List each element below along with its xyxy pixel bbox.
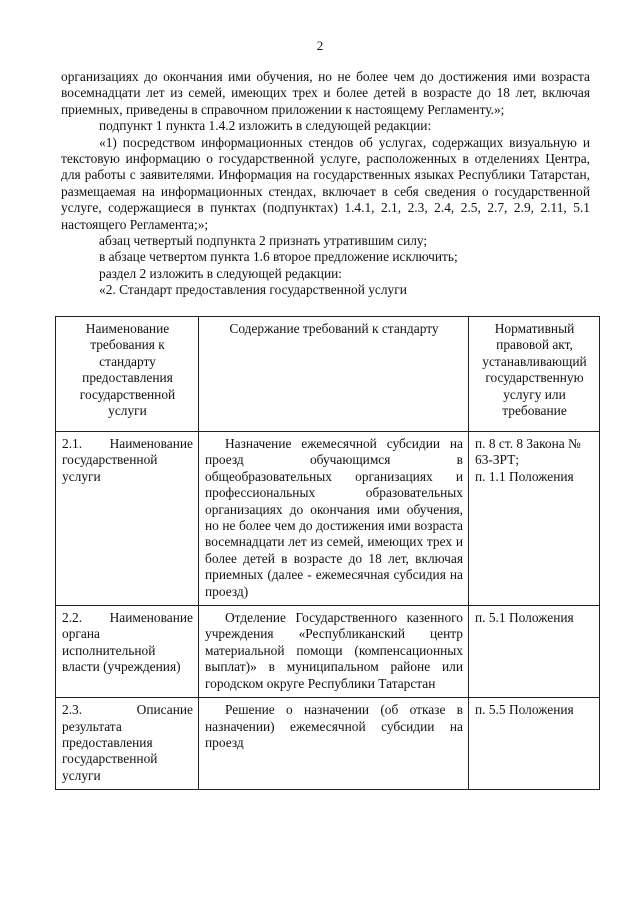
row-legal-basis: п. 5.1 Положения xyxy=(469,606,600,698)
paragraph-quoted-subpoint: «1) посредством информационных стендов об услугах, содержащих визуальную и текстовую информацию о государственной услуге, расположенных в отделениях Центра, для работы с заявителями. Информация на государственных языках Республики Татарстан, размещаемая на информационных стендах, включает в себя сведения о государственной услуге, содержащиеся в пунктах (подпунктах) 1.4.1, 2.1, 2.3, 2.4, 2.5, 2.7, 2.9, 2.11, 5.1 настоящего Регламента;»; xyxy=(61,134,590,232)
body-text xyxy=(61,69,590,299)
row-legal-basis: п. 5.5 Положения xyxy=(469,698,600,790)
paragraph-section-instruction: раздел 2 изложить в следующей редакции: xyxy=(99,265,343,281)
header-legal-act: Нормативный правовой акт, устанавливающий государственную услугу или требование xyxy=(469,317,600,432)
paragraph-repeal-instruction: абзац четвертый подпункта 2 признать утратившим силу; xyxy=(99,233,428,249)
section-heading: «2. Стандарт предоставления государственной услуги xyxy=(99,282,407,298)
row-name: 2.1. Наименование государственной услуги xyxy=(56,432,199,606)
header-requirement-name: Наименование требования к стандарту предоставления государственной услуги xyxy=(56,317,199,432)
row-name: 2.3. Описание результата предоставления государственной услуги xyxy=(56,698,199,790)
row-legal-basis: п. 8 ст. 8 Закона № 63-ЗРТ; п. 1.1 Положения xyxy=(469,432,600,606)
table-row xyxy=(56,698,600,790)
table-row xyxy=(56,432,600,606)
standard-table xyxy=(55,316,600,790)
paragraph-subpoint-instruction: подпункт 1 пункта 1.4.2 изложить в следующей редакции: xyxy=(99,118,432,134)
paragraph-exclude-instruction: в абзаце четвертом пункта 1.6 второе предложение исключить; xyxy=(99,249,458,265)
table-row xyxy=(56,606,600,698)
row-content: Назначение ежемесячной субсидии на проезд обучающимся в общеобразовательных организациях и профессиональных образовательных организациях до окончания ими обучения, но не более чем до достижения ими возраста восемнадцати лет из семей, имеющих трех и более детей в возрасте до 18 лет, включая приемных (далее - ежемесячная субсидия на проезд) xyxy=(199,432,469,606)
row-content: Решение о назначении (об отказе в назначении) ежемесячной субсидии на проезд xyxy=(199,698,469,790)
header-requirement-content: Содержание требований к стандарту xyxy=(199,317,469,432)
row-content: Отделение Государственного казенного учреждения «Республиканский центр материальной помощи (компенсационных выплат)» в муниципальном районе или городском округе Республики Татарстан xyxy=(199,606,469,698)
page-number: 2 xyxy=(316,38,324,53)
row-name: 2.2. Наименование органа исполнительной власти (учреждения) xyxy=(56,606,199,698)
paragraph-continuation: организациях до окончания ими обучения, но не более чем до достижения ими возраста восемнадцати лет из семей, имеющих трех и более детей в возрасте до 18 лет, включая приемных, приведены в справочном приложении к настоящему Регламенту.»; xyxy=(61,69,590,117)
table-header-row xyxy=(56,317,600,432)
